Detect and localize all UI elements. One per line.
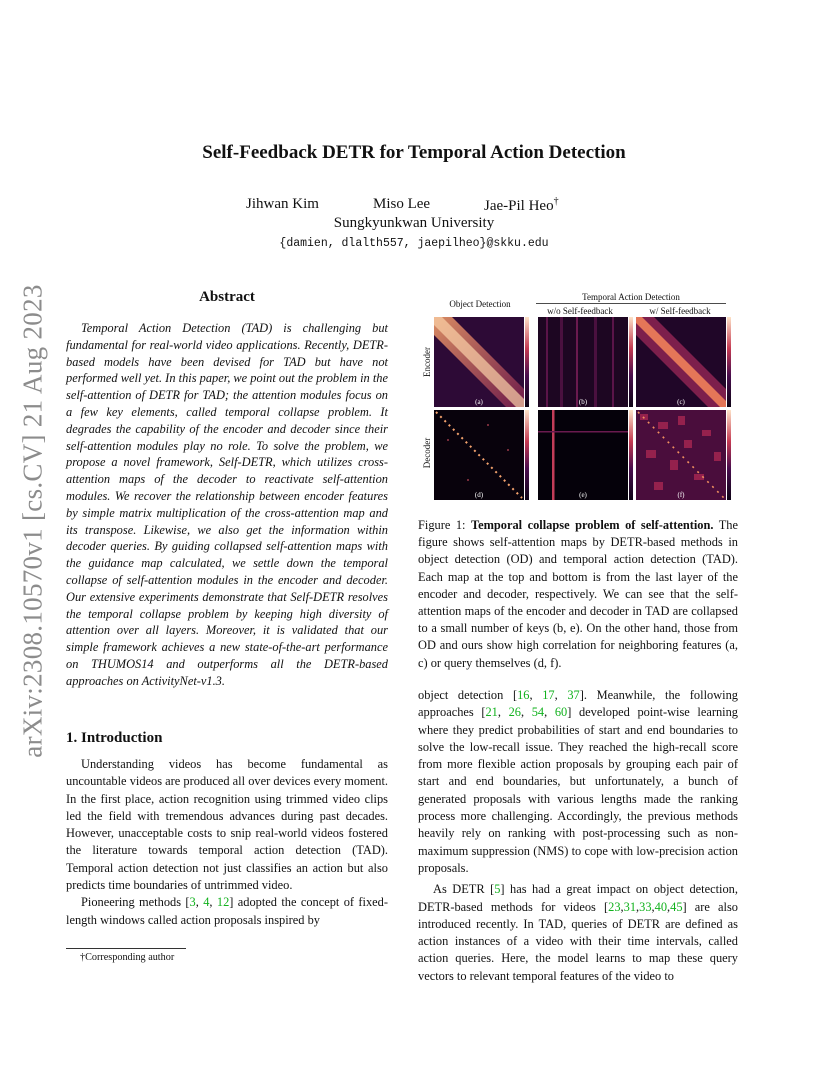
svg-text:(e): (e): [579, 491, 587, 499]
svg-text:(a): (a): [475, 398, 483, 406]
intro-paragraph-2: Pioneering methods [3, 4, 12] adopted the concept of fixed-length windows called action proposals inspired by: [66, 895, 388, 927]
citation-link[interactable]: 4: [203, 895, 210, 910]
right-column: [418, 687, 738, 985]
svg-text:(d): (d): [474, 491, 484, 499]
citation-link[interactable]: 33: [639, 899, 652, 914]
citation-link[interactable]: 5: [494, 882, 501, 897]
author-3: Jae-Pil Heo†: [484, 196, 559, 214]
intro-column: [66, 756, 388, 929]
emails: {damien, dlalth557, jaepilheo}@skku.edu: [279, 237, 549, 250]
caption-text: The figure shows self-attention maps by DETR-based methods in object detection (OD) and temporal action detection (TAD). Each map at the top and bottom is from the last layer of the encoder and decoder, respectively. We can see that the self-attention maps of the encoder and decoder in TAD are collapsed to a small number of keys (b, e). On the other hand, those from OD and ours show high correlation for neighboring features (a, c) or query themselves (d, f).: [418, 518, 739, 670]
citation-link[interactable]: 21: [485, 705, 498, 720]
label-decoder: Decoder: [422, 437, 432, 469]
svg-text:(b): (b): [578, 398, 588, 406]
heatmap-e: [538, 410, 633, 500]
affiliation: Sungkyunkwan University: [333, 215, 495, 231]
citation-link[interactable]: 23: [608, 899, 621, 914]
citation-link[interactable]: 3: [189, 895, 196, 910]
arxiv-id: arXiv:2308.10570v1 [cs.CV] 21 Aug 2023: [17, 284, 48, 758]
right-paragraph-2: As DETR [5] has had a great impact on object detection, DETR-based methods for videos [23,31,33,40,45] are also introduced recently. In TAD, queries of DETR are defined as action instances of a video with their time intervals, called action queries. Here, the model learns to map these query vectors to relevant temporal features of the video to: [418, 882, 739, 983]
author-2: Miso Lee: [373, 196, 431, 212]
author-1: Jihwan Kim: [246, 196, 319, 212]
heatmap-a: [434, 317, 529, 407]
abstract-heading: Abstract: [199, 289, 255, 305]
footnote: †Corresponding author: [80, 952, 175, 963]
right-paragraph-1: object detection [16, 17, 37]. Meanwhile, the following approaches [21, 26, 54, 60] developed point-wise learning where they predict probabilities of start and end boundaries to solve the low-recall issue. They reached the high-recall score from more flexible action proposals by grouping each pair of start and end boundaries, but unfortunately, a bunch of generated proposals with various lengths made the ranking process more challenging. Accordingly, the previous methods heavily rely on ranking with post-processing such as non-maximum suppression (NMS) to cope with low-precision action proposals.: [418, 688, 738, 875]
svg-text:(c): (c): [677, 398, 685, 406]
intro-paragraph-1: Understanding videos has become fundamental as uncountable videos are produced all over devices every moment. In the first place, action recognition using trimmed video clips led the field with tremendous advances during past decades. However, unacceptable costs to snip real-world videos fostered the literature towards temporal action detection (TAD). Temporal action detection not just classifies an action but also predicts time boundaries of untrimmed video.: [66, 757, 388, 893]
figure-1: [418, 290, 738, 500]
heatmap-b: [538, 317, 633, 407]
heatmap-f: [636, 410, 731, 500]
abstract-text: Temporal Action Detection (TAD) is challenging but fundamental for real-world video applications. Recently, DETR-based models have been devised for TAD but have not performed well yet. In this paper, we point out the problem in the self-attention of DETR for TAD; the attention modules focus on a few key elements, called temporal collapse problem. It degrades the capability of the encoder and decoder since their self-attention modules play no role. To solve the problem, we propose a novel framework, Self-DETR, which utilizes cross-attention maps of the decoder to reactivate self-attention modules. We recover the relationship between encoder features by simple matrix multiplication of the cross-attention map and its transpose. Likewise, we also get the information within decoder queries. By guiding collapsed self-attention maps with the guidance map calculated, we settle down the temporal collapse of self-attention modules in the encoder and decoder. Our extensive experiments demonstrate that Self-DETR resolves the temporal collapse problem by keeping high diversity of attention over all layers. Moreover, it is validated that our simple framework achieves a new state-of-the-art performance on THUMOS14 and outperforms all the DETR-based approaches on ActivityNet-v1.3.: [66, 321, 388, 688]
label-w-feedback: w/ Self-feedback: [649, 306, 711, 316]
author-mark: †: [553, 196, 559, 207]
paper-title: Self-Feedback DETR for Temporal Action Detection: [202, 142, 626, 163]
figure-caption: [418, 517, 738, 672]
svg-text:(f): (f): [677, 491, 685, 499]
citation-link[interactable]: 17: [542, 688, 555, 702]
heatmap-c: [636, 317, 731, 407]
caption-title: Temporal collapse problem of self-attention.: [470, 518, 714, 532]
label-encoder: Encoder: [422, 347, 432, 377]
citation-link[interactable]: 12: [216, 895, 230, 910]
footnote-rule: [66, 948, 186, 949]
citation-link[interactable]: 40: [654, 899, 668, 914]
citation-link[interactable]: 37: [567, 688, 580, 702]
label-tad: Temporal Action Detection: [582, 292, 680, 302]
citation-link[interactable]: 60: [554, 705, 568, 720]
citation-link[interactable]: 45: [670, 899, 683, 914]
label-object-detection: Object Detection: [449, 299, 511, 309]
abstract-body: [66, 320, 388, 690]
label-wo-feedback: w/o Self-feedback: [547, 306, 613, 316]
arxiv-stamp: [11, 286, 55, 756]
citation-link[interactable]: 31: [623, 899, 637, 914]
citation-link[interactable]: 16: [517, 688, 530, 702]
citation-link[interactable]: 54: [531, 705, 545, 720]
caption-label: Figure 1:: [418, 518, 471, 532]
section-heading: 1. Introduction: [66, 730, 163, 746]
heatmap-d: [434, 410, 529, 500]
citation-link[interactable]: 26: [508, 705, 521, 720]
